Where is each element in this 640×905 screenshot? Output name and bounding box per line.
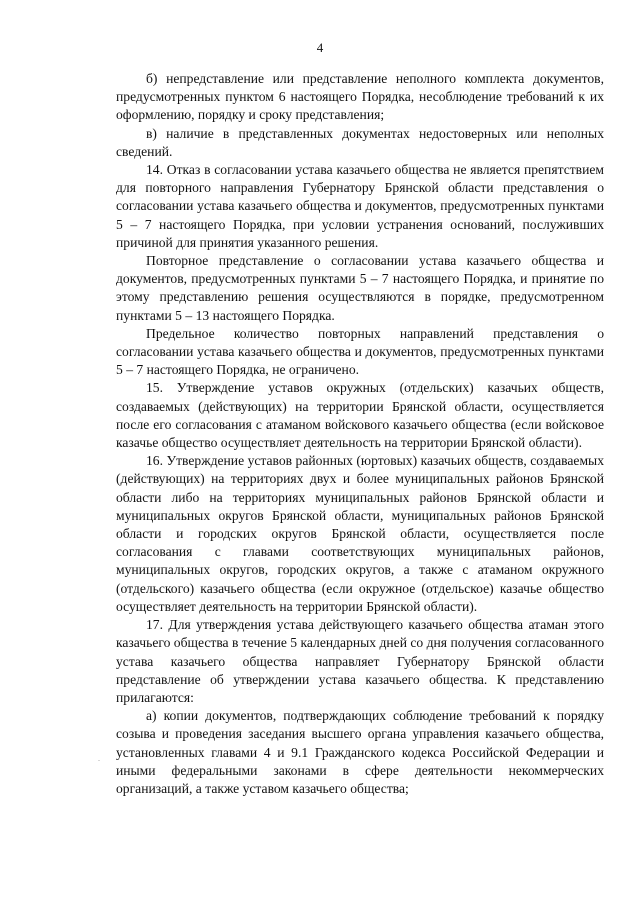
paragraph-14: 14. Отказ в согласовании устава казачьего общества не является препятствием для повторного направления Губернатору Брянской области представления о согласовании устава казачьего общества и документов, предусмотренных пунктами 5 – 7 настоящего Порядка, при условии устранения оснований, послуживших причиной для принятия указанного решения. (116, 162, 604, 250)
paragraph-13v: в) наличие в представленных документах недостоверных или неполных сведений. (116, 125, 604, 159)
paragraph-16: 16. Утверждение уставов районных (юртовых) казачьих обществ, создаваемых (действующих) на территориях двух и более муниципальных районов Брянской области либо на территориях муниципальных районов Брянской области и муниципальных округов Брянской области, муниципальных районов Брянской области и городских округов Брянской области, осуществляется после согласования с главами соответствующих муниципальных районов, муниципальных округов, городских округов, а также с атаманом окружного (отдельского) казачьего общества (если окружное (отдельское) казачье общество осуществляет деятельность на территории Брянской области). (116, 453, 604, 614)
paragraph-15: 15. Утверждение уставов окружных (отдельских) казачьих обществ, создаваемых (действующих) на территории Брянской области, осуществляется после его согласования с атаманом войскового казачьего общества (если войсковое казачье общество осуществляет деятельность на территории Брянской области). (116, 380, 604, 451)
paragraph-14-repeat-submission: Повторное представление о согласовании устава казачьего общества и документов, предусмотренных пунктами 5 – 7 настоящего Порядка, и принятие по этому представлению решения осуществляются в порядке, предусмотренном пунктами 5 – 13 настоящего Порядка. (116, 253, 604, 323)
page-number: 4 (316, 40, 324, 55)
paragraph-17a: а) копии документов, подтверждающих соблюдение требований к порядку созыва и проведения заседания высшего органа управления казачьего общества, установленных главами 4 и 9.1 Гражданского кодекса Российской Федерации и иными федеральными законами в сфере деятельности некоммерческих организаций, а также уставом казачьего общества; (116, 708, 604, 796)
document-body (116, 70, 604, 798)
paragraph-13b: б) непредставление или представление неполного комплекта документов, предусмотренных пунктом 6 настоящего Порядка, несоблюдение требований к их оформлению, порядку и сроку представления; (116, 71, 604, 123)
paragraph-17: 17. Для утверждения устава действующего казачьего общества атаман этого казачьего общества в течение 5 календарных дней со дня получения согласованного устава казачьего общества направляет Губернатору Брянской области представление об утверждении устава казачьего общества. К представлению прилагаются: (116, 617, 605, 705)
paragraph-14-limit: Предельное количество повторных направлений представления о согласовании устава казачьего общества и документов, предусмотренных пунктами 5 – 7 настоящего Порядка, не ограничено. (116, 325, 604, 378)
scan-speck (98, 760, 100, 761)
